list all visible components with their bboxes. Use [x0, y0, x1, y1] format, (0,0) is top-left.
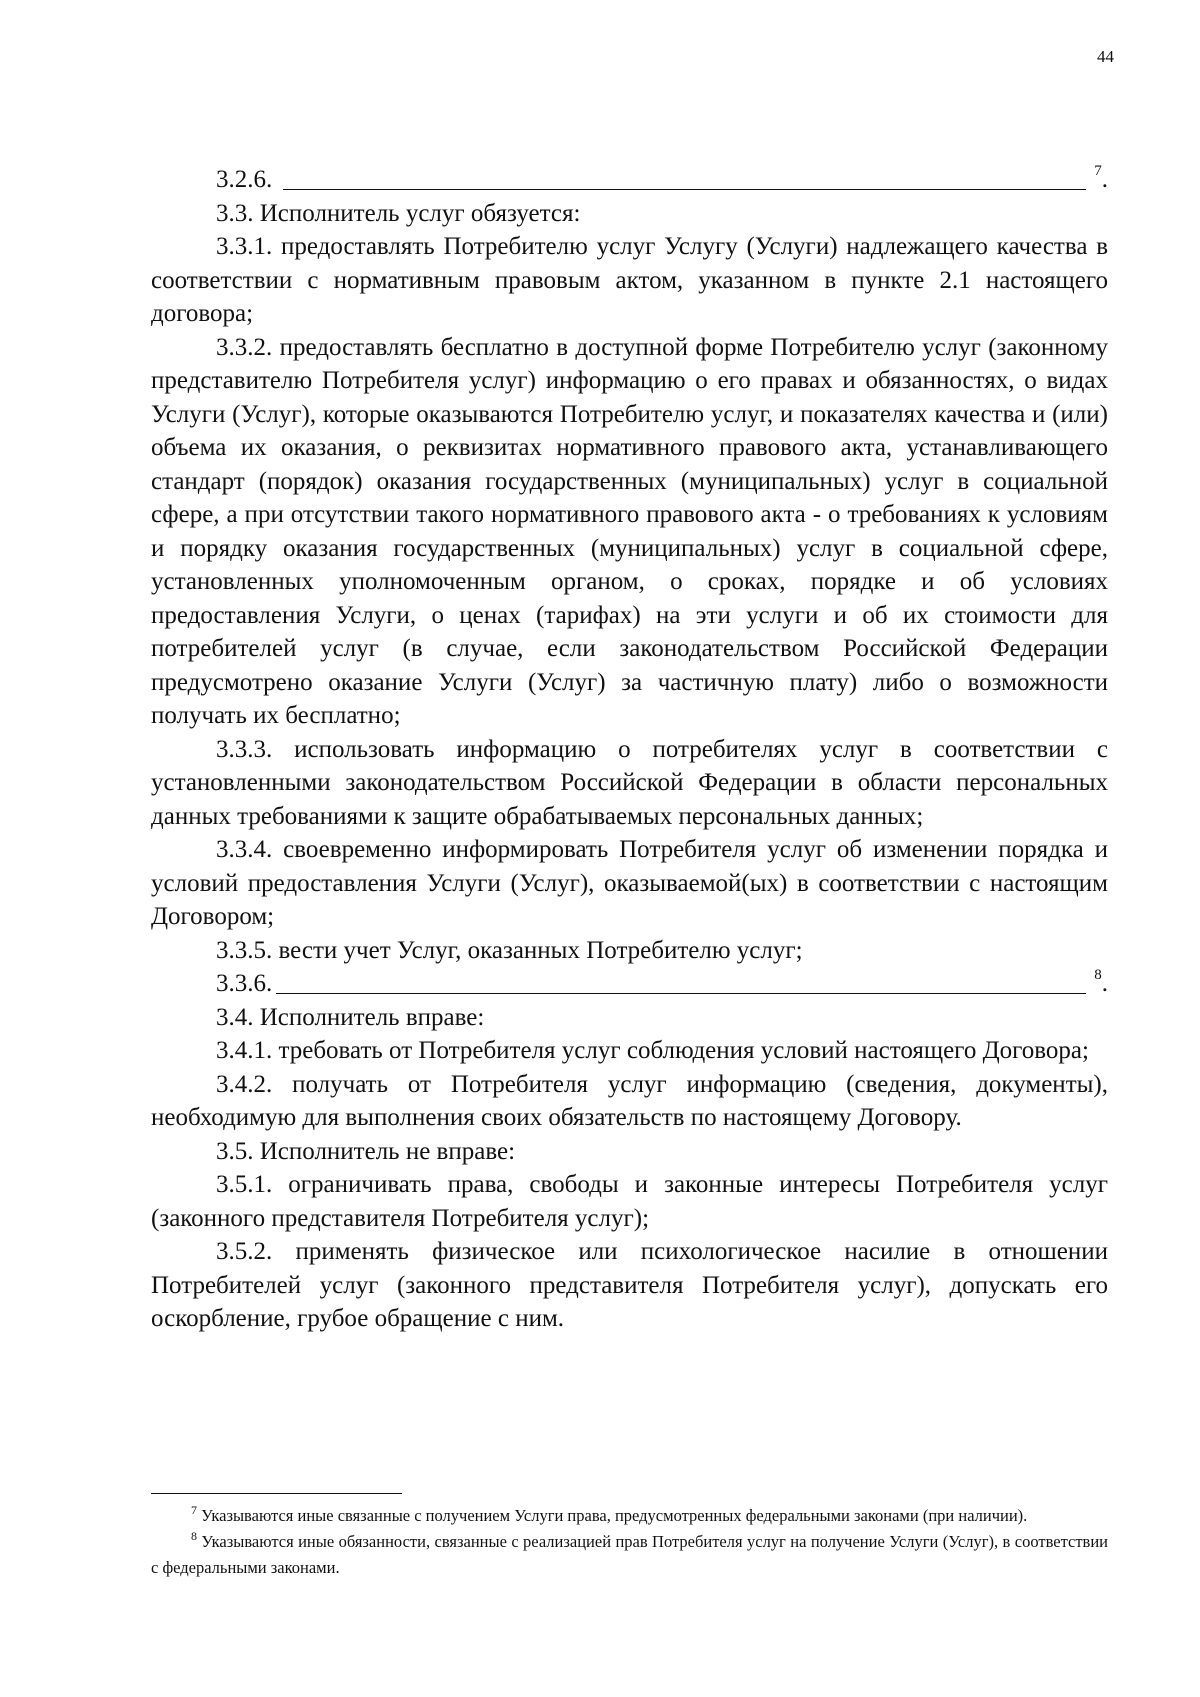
footnotes: [151, 1503, 1108, 1581]
clause-period: .: [1101, 166, 1108, 193]
page-number: 44: [1097, 47, 1114, 66]
footnote-7: [151, 1503, 1108, 1529]
clause-number: 3.2.6.: [216, 166, 279, 193]
footnote-8: [151, 1529, 1108, 1581]
clause-3-5-2: 3.5.2. применять физическое или психологическое насилие в отношении Потребителей услуг (законного представителя Потребителя услуг), допускать его оскорбление, грубое обращение с ним.: [151, 1238, 1108, 1332]
clause-3-5-1: 3.5.1. ограничивать права, свободы и законные интересы Потребителя услуг (законного представителя Потребителя услуг);: [151, 1171, 1108, 1232]
fill-in-line: [283, 188, 1087, 190]
clause-end: [1094, 163, 1108, 197]
clause-3-3-3: 3.3.3. использовать информацию о потребителях услуг в соответствии с установленными законодательством Российской Федерации в области персональных данных требованиями к защите обрабатываемых персональных данных;: [151, 735, 1108, 830]
clause-number: 3.3.6.: [216, 970, 273, 997]
clause-3-4-1: 3.4.1. требовать от Потребителя услуг соблюдения условий настоящего Договора;: [216, 1037, 1089, 1064]
footnote-separator: [151, 1493, 402, 1494]
footnote-text: Указываются иные связанные с получением Услуги права, предусмотренных федеральными законами (при наличии).: [197, 1506, 1028, 1525]
clause-3-4: 3.4. Исполнитель вправе:: [216, 1003, 485, 1031]
clause-3-3: 3.3. Исполнитель услуг обязуется:: [216, 199, 581, 227]
clause-3-3-1: 3.3.1. предоставлять Потребителю услуг Услугу (Услуги) надлежащего качества в соответствии с нормативным правовым актом, указанном в пункте 2.1 настоящего договора;: [151, 233, 1108, 327]
footnote-text: Указываются иные обязанности, связанные с реализацией прав Потребителя услуг на получение Услуги (Услуг), в соответствии с федеральными законами.: [151, 1532, 1108, 1577]
footnote-reference: 8: [1094, 967, 1102, 983]
document-body: [151, 163, 1108, 1336]
clause-3-3-5: 3.3.5. вести учет Услуг, оказанных Потребителю услуг;: [216, 936, 803, 964]
footnote-mark: 8: [191, 1529, 197, 1543]
clause-3-2-6: [151, 163, 1108, 197]
clause-3-5: 3.5. Исполнитель не вправе:: [216, 1137, 516, 1165]
clause-3-3-6: [151, 967, 1108, 1001]
clause-3-3-2: 3.3.2. предоставлять бесплатно в доступной форме Потребителю услуг (законному представителю Потребителя услуг) информацию о его правах и обязанностях, о видах Услуги (Услуг), которые оказываются Потребителю услуг, и показателях качества и (или) объема их оказания, о реквизитах нормативного правового акта, устанавливающего стандарт (порядок) оказания государственных (муниципальных) услуг в социальной сфере, а при отсутствии такого нормативного правового акта - о требованиях к условиям и порядку оказания государственных (муниципальных) услуг в социальной сфере, установленных уполномоченным органом, о сроках, порядке и об условиях предоставления Услуги, о ценах (тарифах) на эти услуги и об их стоимости для потребителей услуг (в случае, если законодательством Российской Федерации предусмотрено оказание Услуги (Услуг) за частичную плату) либо о возможности получать их бесплатно;: [151, 333, 1108, 729]
clause-3-3-4: 3.3.4. своевременно информировать Потребителя услуг об изменении порядка и условий предоставления Услуги (Услуг), оказываемой(ых) в соответствии с настоящим Договором;: [151, 836, 1108, 930]
footnote-mark: 7: [191, 1503, 197, 1517]
footnote-reference: 7: [1094, 163, 1102, 179]
clause-period: .: [1101, 970, 1108, 997]
fill-in-line: [276, 992, 1086, 994]
clause-3-4-2: 3.4.2. получать от Потребителя услуг информацию (сведения, документы), необходимую для выполнения своих обязательств по настоящему Договору.: [151, 1070, 1108, 1131]
clause-end: [1094, 967, 1108, 1001]
